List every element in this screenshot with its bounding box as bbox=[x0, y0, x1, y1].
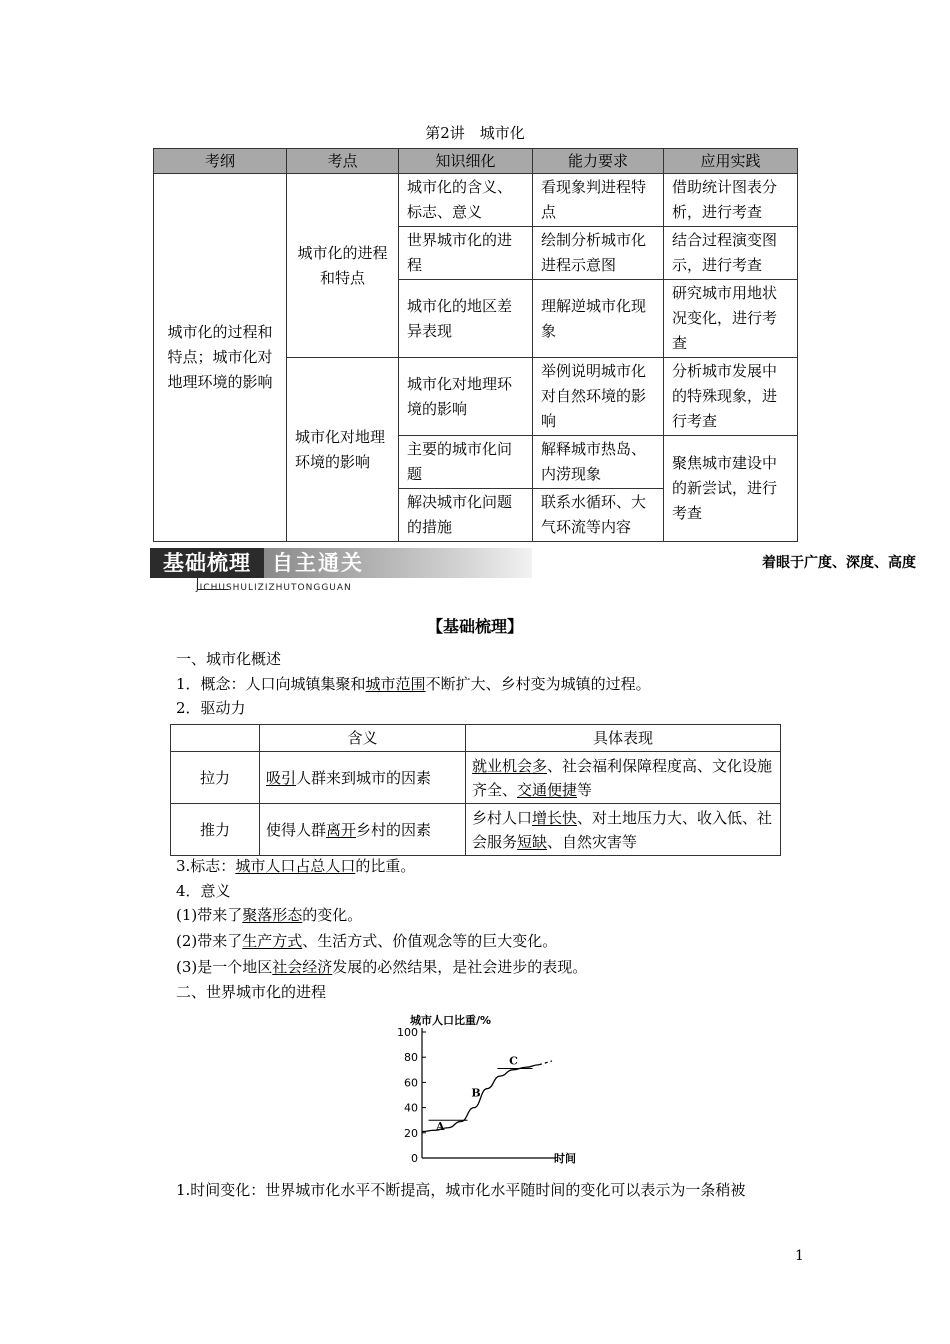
indicator-line: 3.标志：城市人口占总人口的比重。 bbox=[176, 857, 416, 875]
y-tick-label: 40 bbox=[404, 1101, 418, 1115]
banner-tagline: 着眼于广度、深度、高度 bbox=[762, 555, 916, 571]
header-ability: 能力要求 bbox=[533, 149, 664, 174]
outline-cell: 城市化的过程和特点；城市化对地理环境的影响 bbox=[154, 174, 287, 542]
heading-world-process: 二、世界城市化的进程 bbox=[176, 983, 327, 1001]
driver-header-expression: 具体表现 bbox=[466, 725, 781, 752]
push-expression: 乡村人口增长快、对土地压力大、收入低、社会服务短缺、自然灾害等 bbox=[466, 804, 781, 856]
y-tick-label: 60 bbox=[404, 1076, 418, 1090]
urbanization-curve-chart bbox=[380, 1010, 576, 1170]
knowledge-cell: 主要的城市化问题 bbox=[399, 436, 533, 489]
header-outline: 考纲 bbox=[154, 149, 287, 174]
header-practice: 应用实践 bbox=[664, 149, 798, 174]
ability-cell: 理解逆城市化现象 bbox=[533, 280, 664, 358]
section-banner bbox=[150, 548, 936, 578]
push-meaning: 使得人群离开乡村的因素 bbox=[260, 804, 466, 856]
practice-cell: 借助统计图表分析，进行考查 bbox=[664, 174, 798, 227]
practice-cell: 结合过程演变图示，进行考查 bbox=[664, 227, 798, 280]
push-label: 推力 bbox=[171, 804, 260, 856]
header-knowledge: 知识细化 bbox=[399, 149, 533, 174]
stage-label: A bbox=[436, 1120, 445, 1134]
y-axis-label: 城市人口比重/% bbox=[410, 1014, 492, 1027]
header-point: 考点 bbox=[287, 149, 399, 174]
pull-meaning: 吸引人群来到城市的因素 bbox=[260, 752, 466, 804]
banner-grey-label: 自主通关 bbox=[264, 548, 532, 578]
practice-cell: 研究城市用地状况变化，进行考查 bbox=[664, 280, 798, 358]
knowledge-cell: 解决城市化问题的措施 bbox=[399, 489, 533, 542]
pull-expression: 就业机会多、社会福利保障程度高、文化设施齐全、交通便捷等 bbox=[466, 752, 781, 804]
practice-cell: 聚焦城市建设中的新尝试，进行考查 bbox=[664, 436, 798, 542]
concept-line: 1．概念：人口向城镇集聚和城市范围不断扩大、乡村变为城镇的过程。 bbox=[176, 675, 651, 693]
knowledge-cell: 城市化对地理环境的影响 bbox=[399, 358, 533, 436]
point-cell: 城市化的进程和特点 bbox=[287, 174, 399, 358]
page-number: 1 bbox=[795, 1248, 804, 1264]
ability-cell: 绘制分析城市化进程示意图 bbox=[533, 227, 664, 280]
significance-item-1: (1)带来了聚落形态的变化。 bbox=[176, 906, 363, 924]
page-title: 第2讲 城市化 bbox=[425, 124, 525, 142]
syllabus-table bbox=[153, 148, 798, 542]
knowledge-cell: 世界城市化的进程 bbox=[399, 227, 533, 280]
knowledge-cell: 城市化的地区差异表现 bbox=[399, 280, 533, 358]
practice-cell: 分析城市发展中的特殊现象，进行考查 bbox=[664, 358, 798, 436]
significance-item-2: (2)带来了生产方式、生活方式、价值观念等的巨大变化。 bbox=[176, 932, 558, 950]
stage-label: C bbox=[509, 1054, 518, 1068]
ability-cell: 解释城市热岛、内涝现象 bbox=[533, 436, 664, 489]
x-axis-label: 时间 bbox=[554, 1152, 576, 1165]
significance-heading: 4．意义 bbox=[176, 882, 231, 900]
point-cell: 城市化对地理环境的影响 bbox=[287, 358, 399, 542]
time-change-line: 1.时间变化：世界城市化水平不断提高，城市化水平随时间的变化可以表示为一条稍被 bbox=[176, 1181, 746, 1199]
y-tick-label: 80 bbox=[404, 1051, 418, 1065]
y-tick-label: 0 bbox=[411, 1152, 418, 1165]
driver-heading: 2．驱动力 bbox=[176, 699, 246, 717]
heading-overview: 一、城市化概述 bbox=[176, 650, 282, 668]
ability-cell: 举例说明城市化对自然环境的影响 bbox=[533, 358, 664, 436]
driver-table bbox=[170, 724, 781, 856]
y-tick-label: 20 bbox=[404, 1126, 418, 1140]
urbanization-curve-projection bbox=[539, 1061, 552, 1065]
y-tick-label: 100 bbox=[397, 1026, 418, 1039]
pull-label: 拉力 bbox=[171, 752, 260, 804]
ability-cell: 看现象判进程特点 bbox=[533, 174, 664, 227]
ability-cell: 联系水循环、大气环流等内容 bbox=[533, 489, 664, 542]
significance-item-3: (3)是一个地区社会经济发展的必然结果，是社会进步的表现。 bbox=[176, 958, 588, 976]
stage-label: B bbox=[471, 1086, 481, 1100]
driver-header-blank bbox=[171, 725, 260, 752]
driver-header-meaning: 含义 bbox=[260, 725, 466, 752]
section-heading: 【基础梳理】 bbox=[426, 617, 523, 636]
banner-pinyin: JICHUSHULIZIZHUTONGGUAN bbox=[196, 583, 352, 593]
knowledge-cell: 城市化的含义、标志、意义 bbox=[399, 174, 533, 227]
banner-dark-label: 基础梳理 bbox=[150, 548, 264, 578]
